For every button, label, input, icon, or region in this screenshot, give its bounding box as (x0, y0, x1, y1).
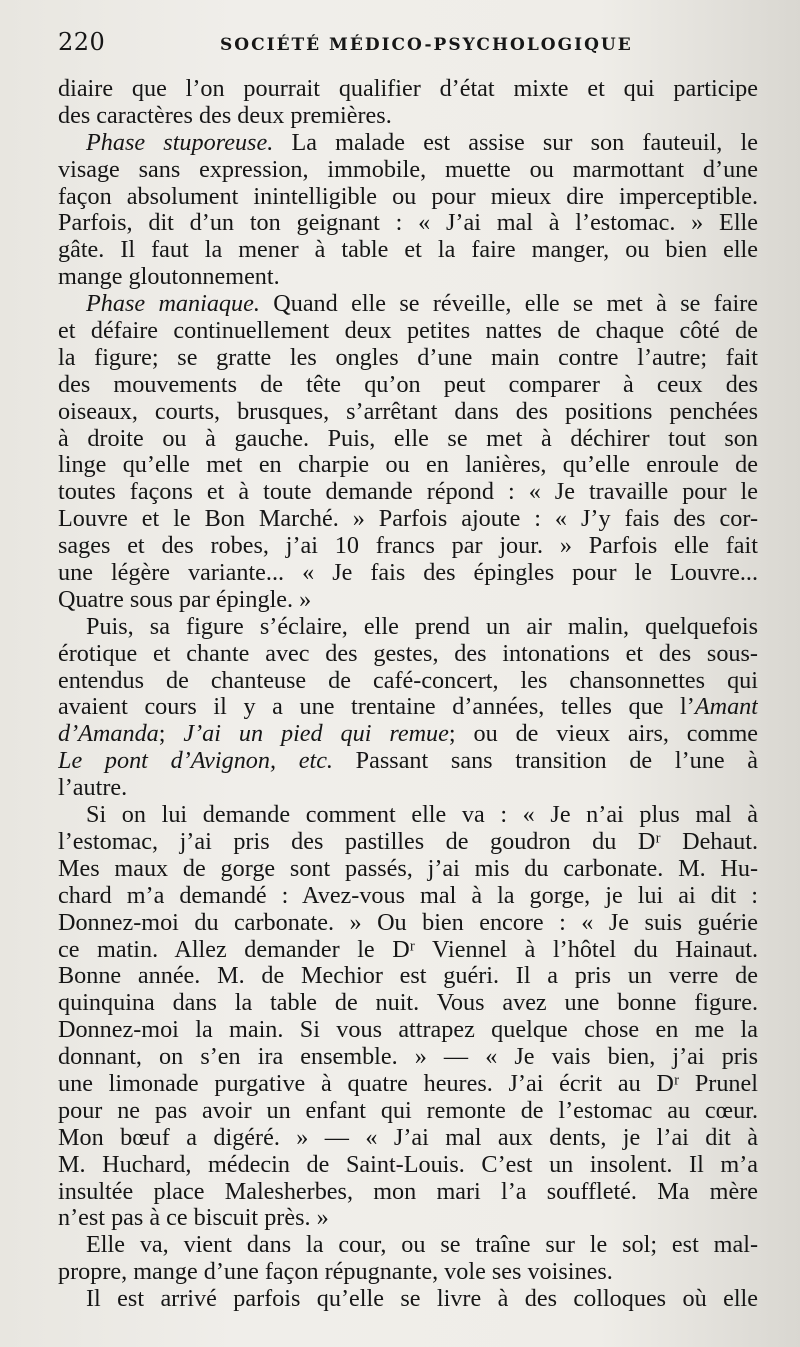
text-line (58, 479, 758, 506)
text-segment: toutes façons et à toute demande répond : « Je travaille pour le (58, 479, 758, 506)
text-line (58, 668, 758, 695)
text-line (58, 1259, 758, 1286)
text-line (58, 452, 758, 479)
text-segment: Il est arrivé parfois qu’elle se livre à des colloques où elle (86, 1286, 758, 1313)
text-segment: ce matin. Allez demander le Dʳ Viennel à l’hôtel du Hainaut. (58, 936, 758, 963)
text-line (58, 264, 758, 291)
text-segment: n’est pas à ce biscuit près. » (58, 1205, 329, 1232)
text-line (58, 721, 758, 748)
text-segment: l’estomac, j’ai pris des pastilles de goudron du Dʳ Dehaut. (58, 828, 758, 855)
text-segment: Elle va, vient dans la cour, ou se traîne sur le sol; est mal- (86, 1232, 758, 1259)
text-line (58, 1205, 758, 1232)
text-segment: Bonne année. M. de Mechior est guéri. Il a pris un verre de (58, 963, 758, 990)
text-line (58, 1232, 758, 1259)
text-line (58, 103, 758, 130)
text-line (58, 372, 758, 399)
page-number: 220 (58, 28, 106, 56)
text-segment: pour ne pas avoir un enfant qui remonte de l’estomac au cœur. (58, 1097, 758, 1124)
text-line (58, 829, 758, 856)
text-segment: visage sans expression, immobile, muette ou marmottant d’une (58, 156, 758, 183)
text-segment: donnant, on s’en ira ensemble. » — « Je vais bien, j’ai pris (58, 1044, 758, 1071)
text-line (58, 1098, 758, 1125)
text-line (58, 1044, 758, 1071)
text-line (58, 560, 758, 587)
text-line (58, 130, 758, 157)
text-segment: insultée place Malesherbes, mon mari l’a souffleté. Ma mère (58, 1178, 758, 1205)
text-segment: Mes maux de gorge sont passés, j’ai mis du carbonate. M. Hu- (58, 855, 758, 882)
text-line (58, 963, 758, 990)
text-line (58, 533, 758, 560)
text-line (58, 1179, 758, 1206)
text-line (58, 910, 758, 937)
text-line (58, 318, 758, 345)
text-line (58, 1286, 758, 1313)
italic-text: Le pont d’Avignon, etc. (58, 748, 333, 775)
text-segment: Parfois, dit d’un ton geignant : « J’ai mal à l’estomac. » Elle (58, 210, 758, 237)
text-line (58, 883, 758, 910)
text-line (58, 399, 758, 426)
text-line (58, 345, 758, 372)
text-segment: des caractères des deux premières. (58, 102, 392, 129)
text-segment: Si on lui demande comment elle va : « Je n’ai plus mal à (86, 802, 758, 829)
text-line (58, 157, 758, 184)
text-segment: des mouvements de tête qu’on peut comparer à ceux des (58, 371, 758, 398)
text-segment: Passant sans transition de l’une à (332, 748, 758, 775)
text-line (58, 1152, 758, 1179)
text-segment: érotique et chante avec des gestes, des intonations et des sous- (58, 640, 758, 667)
text-line (58, 1071, 758, 1098)
text-segment: ; ou de vieux airs, comme (448, 721, 758, 748)
text-line (58, 748, 758, 775)
text-segment: chard m’a demandé : Avez-vous mal à la gorge, je lui ai dit : (58, 882, 758, 909)
text-line (58, 802, 758, 829)
italic-text: J’ai un pied qui remue (183, 721, 449, 748)
text-line (58, 641, 758, 668)
text-segment: Donnez-moi du carbonate. » Ou bien encore : « Je suis guérie (58, 909, 758, 936)
text-segment: Puis, sa figure s’éclaire, elle prend un air malin, quelquefois (86, 613, 758, 640)
text-segment: Quand elle se réveille, elle se met à se faire (259, 291, 758, 318)
text-line (58, 291, 758, 318)
text-line (58, 990, 758, 1017)
text-segment: linge qu’elle met en charpie ou en lanières, qu’elle enroule de (58, 452, 758, 479)
text-line (58, 210, 758, 237)
text-segment: la figure; se gratte les ongles d’une main contre l’autre; fait (58, 344, 758, 371)
text-segment: façon absolument inintelligible ou pour mieux dire imperceptible. (58, 183, 758, 210)
text-line (58, 426, 758, 453)
text-line (58, 775, 758, 802)
text-segment: quinquina dans la table de nuit. Vous avez une bonne figure. (58, 990, 758, 1017)
text-segment: gâte. Il faut la mener à table et la faire manger, ou bien elle (58, 237, 758, 264)
text-segment: M. Huchard, médecin de Saint-Louis. C’est un insolent. Il m’a (58, 1151, 758, 1178)
text-segment: une légère variante... « Je fais des épingles pour le Louvre... (58, 560, 758, 587)
running-head (58, 28, 758, 72)
text-segment: l’autre. (58, 775, 128, 802)
text-segment: oiseaux, courts, brusques, s’arrêtant dans des positions penchées (58, 398, 758, 425)
body-text (58, 76, 758, 1313)
text-segment: Donnez-moi la main. Si vous attrapez quelque chose en me la (58, 1017, 758, 1044)
text-line (58, 856, 758, 883)
italic-text: Amant (694, 694, 758, 721)
text-line (58, 1125, 758, 1152)
running-title: SOCIÉTÉ MÉDICO-PSYCHOLOGIQUE (220, 35, 633, 55)
italic-text: Phase stuporeuse. (86, 129, 274, 156)
italic-text: d’Amanda (58, 721, 159, 748)
text-segment: sages et des robes, j’ai 10 francs par jour. » Parfois elle fait (58, 533, 758, 560)
text-line (58, 76, 758, 103)
text-segment: avaient cours il y a une trentaine d’années, telles que l’ (58, 694, 695, 721)
text-line (58, 1017, 758, 1044)
italic-text: Phase maniaque. (86, 291, 260, 318)
text-segment: entendus de chanteuse de café-concert, les chansonnettes qui (58, 667, 758, 694)
text-segment: Louvre et le Bon Marché. » Parfois ajoute : « J’y fais des cor- (58, 506, 758, 533)
text-line (58, 587, 758, 614)
text-line (58, 694, 758, 721)
text-segment: propre, mange d’une façon répugnante, vole ses voisines. (58, 1259, 613, 1286)
text-segment: Mon bœuf a digéré. » — « J’ai mal aux dents, je l’ai dit à (58, 1124, 758, 1151)
text-segment: Quatre sous par épingle. » (58, 586, 312, 613)
text-line (58, 506, 758, 533)
text-line (58, 237, 758, 264)
text-segment: à droite ou à gauche. Puis, elle se met à déchirer tout son (58, 425, 758, 452)
text-line (58, 937, 758, 964)
text-line (58, 614, 758, 641)
text-segment: La malade est assise sur son fauteuil, le (273, 129, 758, 156)
text-segment: et défaire continuellement deux petites nattes de chaque côté de (58, 318, 758, 345)
text-segment: diaire que l’on pourrait qualifier d’état mixte et qui participe (58, 76, 758, 102)
text-line (58, 184, 758, 211)
text-segment: mange gloutonnement. (58, 264, 280, 291)
text-segment: ; (158, 721, 184, 748)
text-segment: une limonade purgative à quatre heures. J’ai écrit au Dʳ Prunel (58, 1070, 758, 1097)
